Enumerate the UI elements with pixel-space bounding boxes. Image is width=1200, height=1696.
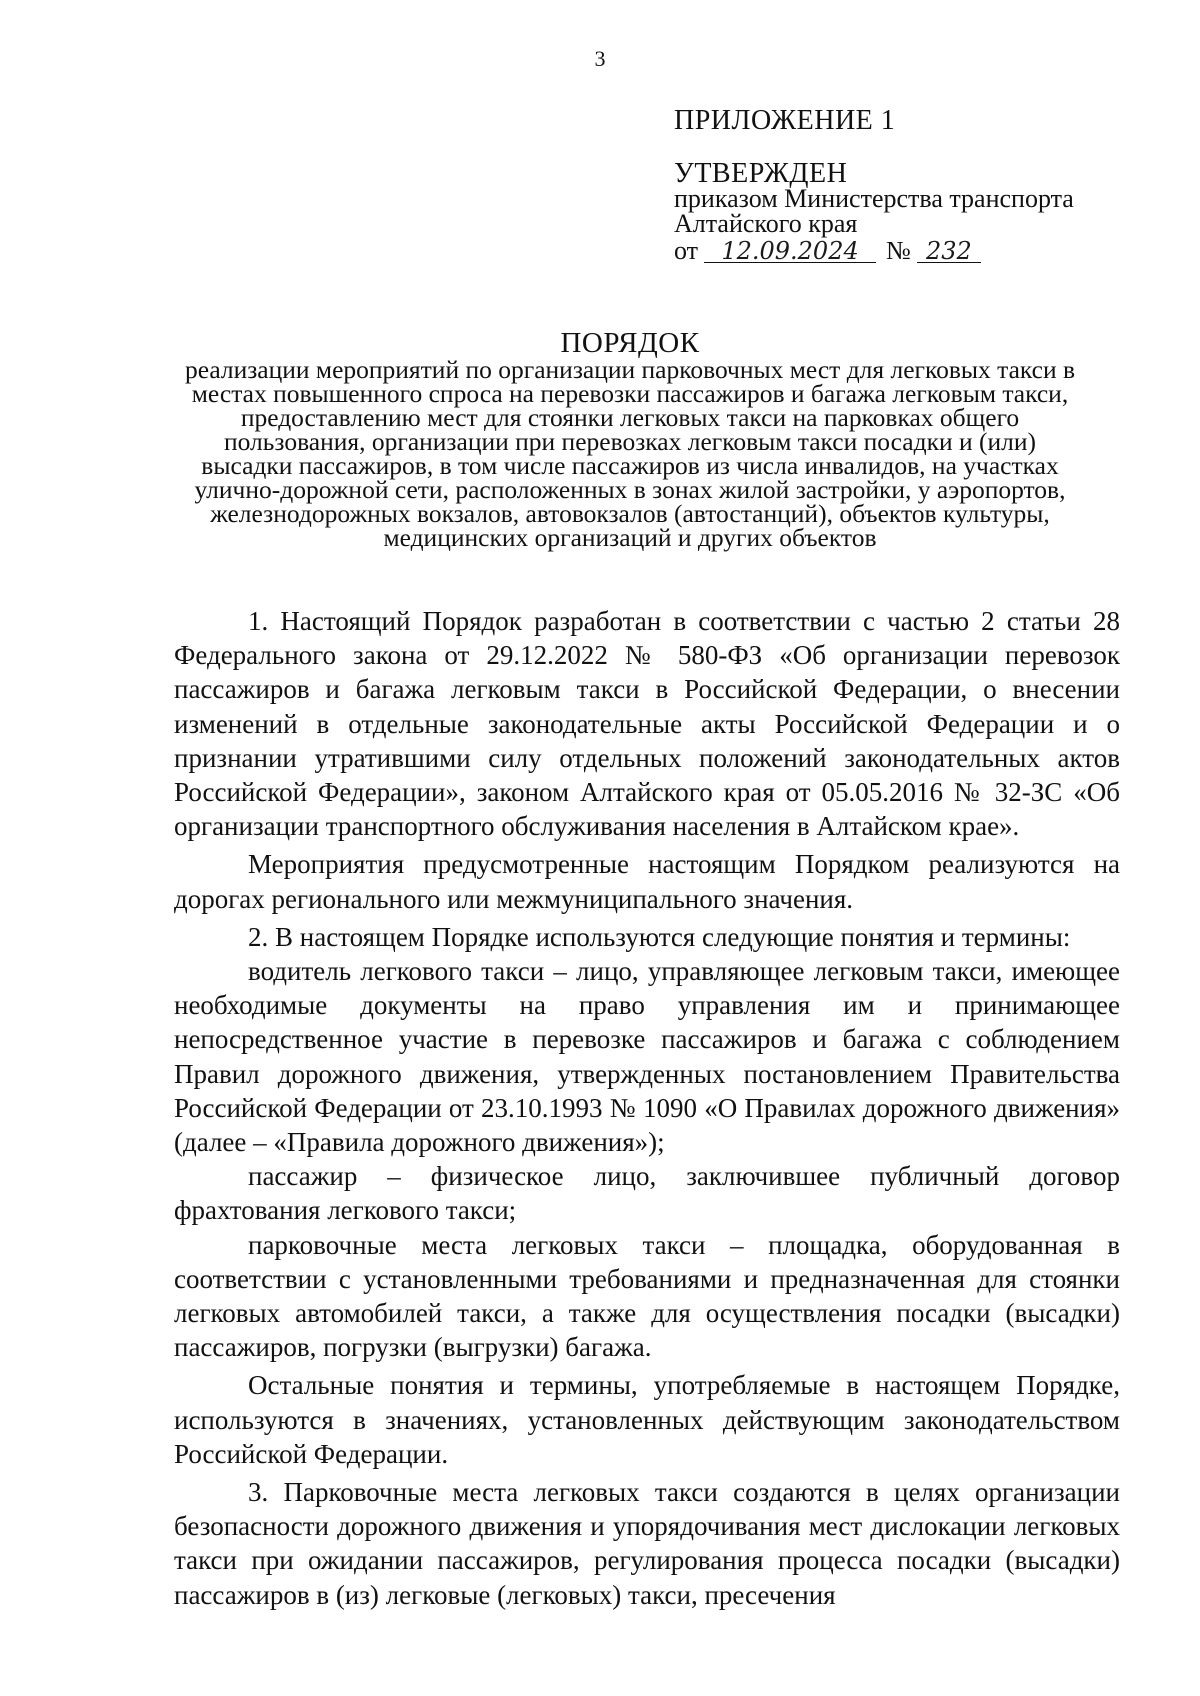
paragraph: 2. В настоящем Порядке используются следующие понятия и термины: bbox=[248, 921, 1071, 952]
date-number-line bbox=[674, 238, 1154, 263]
document-subtitle: реализации мероприятий по организации парковочных мест для легковых такси в местах повышенного спроса на перевозки пассажиров и багажа легковым такси, предоставлению мест для стоянки легковых такси на парковках общего пользования, организации при перевозках легковым такси посадки и (или) высадки пассажиров, в том числе пассажиров из числа инвалидов, на участках улично-дорожной сети, расположенных в зонах жилой застройки, у аэропортов, железнодорожных вокзалов, автовокзалов (автостанций), объектов культуры, медицинских организаций и других объектов bbox=[184, 355, 1076, 552]
paragraph: 3. Парковочные места легковых такси создаются в целях организации безопасности дорожного движения и упорядочивания мест дислокации легковых такси при ожидании пассажиров, регулирования процесса посадки (высадки) пассажиров в (из) легковые (легковых) такси, пресечения bbox=[174, 1477, 1120, 1610]
paragraph: 1. Настоящий Порядок разработан в соответствии с частью 2 статьи 28 Федерального закона от 29.12.2022 № 580-ФЗ «Об организации перевозок пассажиров и багажа легковым такси в Российской Федерации, о внесении изменений в отдельные законодательные акты Российской Федерации и о признании утратившими силу отдельных положений законодательных актов Российской Федерации», законом Алтайского края от 05.05.2016 № 32-ЗС «Об организации транспортного обслуживания населения в Алтайском крае». bbox=[174, 606, 1120, 842]
handwritten-date: 12.09.2024 bbox=[704, 240, 876, 263]
document-heading bbox=[150, 328, 1110, 550]
order-line-2: Алтайского края bbox=[674, 209, 858, 238]
order-line-1: приказом Министерства транспорта bbox=[674, 184, 1074, 213]
appendix-label: ПРИЛОЖЕНИЕ 1 bbox=[674, 105, 896, 136]
page-number: 3 bbox=[594, 46, 606, 71]
paragraph: пассажир – физическое лицо, заключившее публичный договор фрахтования легкового такси; bbox=[174, 1161, 1120, 1226]
approved-label: УТВЕРЖДЕН bbox=[674, 158, 848, 189]
paragraph: парковочные места легковых такси – площадка, оборудованная в соответствии с установленными требованиями и предназначенная для стоянки легковых автомобилей такси, а также для осуществления посадки (высадки) пассажиров, погрузки (выгрузки) багажа. bbox=[174, 1229, 1120, 1363]
paragraph: водитель легкового такси – лицо, управляющее легковым такси, имеющее необходимые документы на право управления им и принимающее непосредственное участие в перевозке пассажиров и багажа с соблюдением Правил дорожного движения, утвержденных постановлением Правительства Российской Федерации от 23.10.1993 № 1090 «О Правилах дорожного движения» (далее – «Правила дорожного движения»); bbox=[174, 956, 1120, 1158]
number-sign: № bbox=[886, 236, 911, 265]
paragraph: Остальные понятия и термины, употребляемые в настоящем Порядке, используются в значениях, установленных действующим законодательством Российской Федерации. bbox=[174, 1370, 1120, 1469]
handwritten-number: 232 bbox=[917, 240, 981, 263]
date-prefix: от bbox=[674, 236, 699, 265]
document-title: ПОРЯДОК bbox=[560, 327, 700, 359]
document-body bbox=[174, 604, 1120, 1616]
approval-stamp-block bbox=[674, 105, 1154, 265]
paragraph: Мероприятия предусмотренные настоящим Порядком реализуются на дорогах регионального или межмуниципального значения. bbox=[174, 849, 1120, 914]
